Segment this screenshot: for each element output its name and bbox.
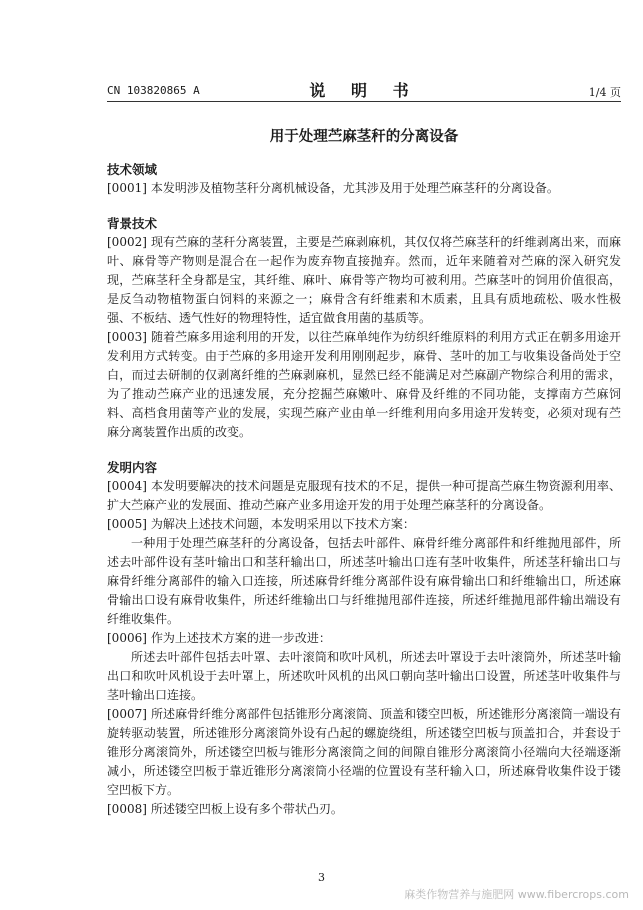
paragraph-text: 所述麻骨纤维分离部件包括锥形分离滚筒、顶盖和镂空凹板，所述锥形分离滚筒一端设有旋转驱动装置，所述锥形分离滚筒外设有凸起的螺旋绕组，所述镂空凹板与顶盖扣合，并套设于锥形分离滚筒外，所述镂空凹板与锥形分离滚筒之间的间隙自锥形分离滚筒小径端向大径端逐渐减小，所述镂空凹板于靠近锥形分离滚筒小径端的位置设有茎秆输入口，所述麻骨收集件设于镂空凹板下方。 xyxy=(107,707,621,797)
paragraph-number: [0005] xyxy=(107,517,147,531)
paragraph-number: [0006] xyxy=(107,631,147,645)
section-heading-background: 背景技术 xyxy=(107,216,158,231)
document-body xyxy=(107,160,621,819)
paragraph-text: 随着苎麻多用途利用的开发，以往苎麻单纯作为纺织纤维原料的利用方式正在朝多用途开发利用方式转变。由于苎麻的多用途开发利用刚刚起步，麻骨、茎叶的加工与收集设备尚处于空白，而过去研制的仅剥离纤维的苎麻剥麻机，显然已经不能满足对苎麻副产物综合利用的需求，为了推动苎麻产业的迅速发展，充分挖掘苎麻嫩叶、麻骨及纤维的不同功能，支撑南方苎麻饲料、高档食用菌等产业的发展，实现苎麻产业由单一纤维利用向多用途开发转变，必须对现有苎麻分离装置作出质的改变。 xyxy=(107,330,621,439)
paragraph-0005-continued: 一种用于处理苎麻茎秆的分离设备，包括去叶部件、麻骨纤维分离部件和纤维抛甩部件，所述去叶部件设有茎叶输出口和茎秆输出口，所述茎叶输出口连有茎叶收集件，所述茎秆输出口与麻骨纤维分离部件的输入口连接，所述麻骨纤维分离部件设有麻骨输出口和纤维输出口，所述麻骨输出口设有麻骨收集件，所述纤维输出口与纤维抛甩部件连接，所述纤维抛甩部件输出端设有纤维收集件。 xyxy=(107,536,621,626)
page-header xyxy=(107,78,621,100)
header-divider xyxy=(107,101,621,102)
paragraph-0005 xyxy=(107,515,621,534)
paragraph-0008 xyxy=(107,800,621,819)
paragraph-number: [0003] xyxy=(107,330,147,344)
paragraph-0002 xyxy=(107,233,621,328)
paragraph-text: 本发明涉及植物茎秆分离机械设备，尤其涉及用于处理苎麻茎秆的分离设备。 xyxy=(150,181,559,195)
paragraph-0004 xyxy=(107,477,621,515)
page-number: 3 xyxy=(318,871,325,884)
document-type: 说 明 书 xyxy=(309,81,419,100)
site-watermark: 麻类作物营养与施肥网 www.fibercrops.com xyxy=(404,888,629,901)
page-indicator: 1/4 页 xyxy=(588,86,621,99)
paragraph-text: 作为上述技术方案的进一步改进： xyxy=(150,631,331,645)
paragraph-text: 本发明要解决的技术问题是克服现有技术的不足，提供一种可提高苎麻生物资源利用率、扩大苎麻产业的发展面、推动苎麻产业多用途开发的用于处理苎麻茎秆的分离设备。 xyxy=(107,479,621,512)
invention-title: 用于处理苎麻茎秆的分离设备 xyxy=(269,129,459,145)
paragraph-text: 所述镂空凹板上设有多个带状凸刃。 xyxy=(150,802,343,816)
paragraph-number: [0004] xyxy=(107,479,147,493)
paragraph-number: [0002] xyxy=(107,235,147,249)
paragraph-number: [0008] xyxy=(107,802,147,816)
paragraph-text: 现有苎麻的茎秆分离装置，主要是苎麻剥麻机，其仅仅将苎麻茎秆的纤维剥离出来，而麻叶、麻骨等产物则是混合在一起作为废弃物直接抛弃。然而，近年来随着对苎麻的深入研究发现，苎麻茎秆全身都是宝，其纤维、麻叶、麻骨等产物均可被利用。苎麻茎叶的饲用价值很高，是反刍动物植物蛋白饲料的来源之一；麻骨含有纤维素和木质素，且具有质地疏松、吸水性极强、不板结、透气性好的物理特性，适宜做食用菌的基质等。 xyxy=(107,235,621,325)
paragraph-0006 xyxy=(107,629,621,648)
paragraph-number: [0007] xyxy=(107,707,147,721)
publication-number: CN 103820865 A xyxy=(107,84,200,97)
paragraph-0003 xyxy=(107,328,621,442)
paragraph-number: [0001] xyxy=(107,181,147,195)
section-heading-summary: 发明内容 xyxy=(107,460,158,475)
paragraph-text: 为解决上述技术问题，本发明采用以下技术方案： xyxy=(150,517,415,531)
paragraph-0001 xyxy=(107,179,621,198)
paragraph-0007 xyxy=(107,705,621,800)
paragraph-0006-continued: 所述去叶部件包括去叶罩、去叶滚筒和吹叶风机，所述去叶罩设于去叶滚筒外，所述茎叶输出口和吹叶风机设于去叶罩上，所述吹叶风机的出风口朝向茎叶输出口设置，所述茎叶收集件与茎叶输出口连接。 xyxy=(107,650,621,702)
section-heading-tech-field: 技术领域 xyxy=(107,162,158,177)
